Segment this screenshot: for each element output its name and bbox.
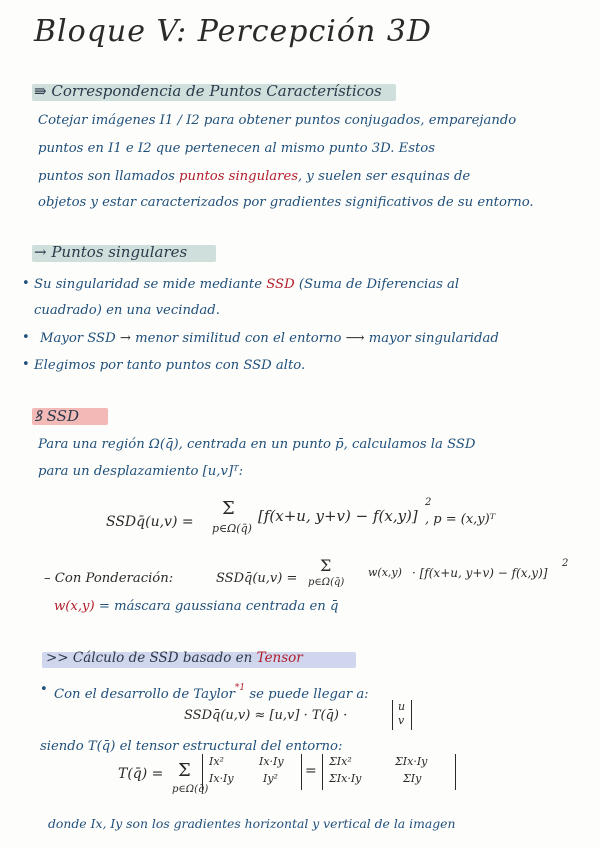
s3-line1: Para una región Ω(q̄), centrada en un punto p̄, calculamos la SSD [38, 437, 476, 452]
s2-b1: Su singularidad se mide mediante SSD (Suma de Diferencias al [34, 277, 460, 292]
s2-b2: Mayor SSD → menor similitud con el entorno ⟶ mayor singularidad [40, 331, 499, 346]
arrow-right-icon: ⟶ [345, 331, 369, 346]
dash-bullet: – [44, 571, 55, 586]
matrix-sums: ΣIx² ΣIx·Iy ΣIx·Iy ΣIy [322, 754, 456, 790]
s1-line4: objetos y estar caracterizados por gradientes significativos de su entorno. [38, 195, 534, 210]
section2-heading: → Puntos singulares [34, 243, 188, 261]
s4-siendo: siendo T(q̄) el tensor estructural del entorno: [40, 739, 343, 754]
s3-line2: para un desplazamiento [u,v]ᵀ: [38, 464, 244, 479]
bullet-dot: • [22, 357, 30, 372]
eq1-sub: p∈Ω(q̄) [212, 522, 252, 535]
bullet-dot: • [40, 682, 48, 697]
eq2-sub: p∈Ω(q̄) [308, 577, 345, 588]
eq2-weight: w(x,y) [368, 566, 402, 579]
eq3: SSDq̄(u,v) ≈ [u,v] · T(q̄) · [184, 708, 348, 723]
eq1-lhs: SSDq̄(u,v) = [106, 514, 194, 530]
s2-b3: Elegimos por tanto puntos con SSD alto. [34, 358, 306, 373]
eq1-body: [f(x+u, y+v) − f(x,y)] [258, 507, 418, 525]
eq3-vector: u v [392, 700, 412, 730]
eq1-sum: Σ [222, 498, 235, 519]
section1-heading: ⇛ Correspondencia de Puntos Característicos [34, 82, 382, 100]
bullet-dot: • [22, 330, 30, 345]
eq2-body: · [f(x+u, y+v) − f(x,y)] [412, 566, 548, 580]
page-title: Bloque V: Percepción 3D [34, 14, 432, 49]
eq2-lhs: SSDq̄(u,v) = [216, 571, 298, 586]
arrow-right-icon: → [34, 243, 52, 261]
footnote-mark: *1 [234, 683, 246, 693]
s2-b1-cont: cuadrado) en una vecindad. [34, 303, 220, 318]
eq4-lhs: T(q̄) = [118, 766, 164, 782]
eq1-exponent: 2 [425, 497, 432, 508]
eq2-sum: Σ [320, 556, 332, 575]
eq2-exponent: 2 [562, 558, 569, 569]
double-arrow-icon: ⇛ [34, 82, 52, 100]
eq4-sum: Σ [178, 760, 191, 781]
w-definition: w(x,y) = máscara gaussiana centrada en q̄ [54, 599, 339, 614]
s1-line3: puntos son llamados puntos singulares, y suelen ser esquinas de [38, 169, 471, 184]
bullet-dot: • [22, 276, 30, 291]
s1-line1: Cotejar imágenes I1 / I2 para obtener puntos conjugados, emparejando [38, 113, 517, 128]
eq4-sub: p∈Ω(q̄) [172, 784, 209, 795]
eq1-p: , p = (x,y)ᵀ [425, 512, 496, 527]
singular-points-term: puntos singulares [179, 169, 299, 184]
section4-heading: >> Cálculo de SSD basado en Tensor [46, 650, 303, 666]
equals-sign: = [305, 763, 317, 779]
ampersand-icon: ꝸ [34, 407, 47, 425]
pond-label: – Con Ponderación: [44, 571, 174, 586]
section3-heading: ꝸ SSD [34, 407, 79, 425]
s4-b1: Con el desarrollo de Taylor$^{*1}$ se puede llegar a: [54, 683, 369, 702]
matrix-gradients: Ix² Ix·Iy Ix·Iy Iy² [202, 754, 302, 790]
s4-last: donde Ix, Iy son los gradientes horizontal y vertical de la imagen [48, 816, 456, 831]
arrow-right-icon: → [119, 331, 136, 346]
s1-line2: puntos en I1 e I2 que pertenecen al mismo punto 3D. Estos [38, 141, 435, 156]
